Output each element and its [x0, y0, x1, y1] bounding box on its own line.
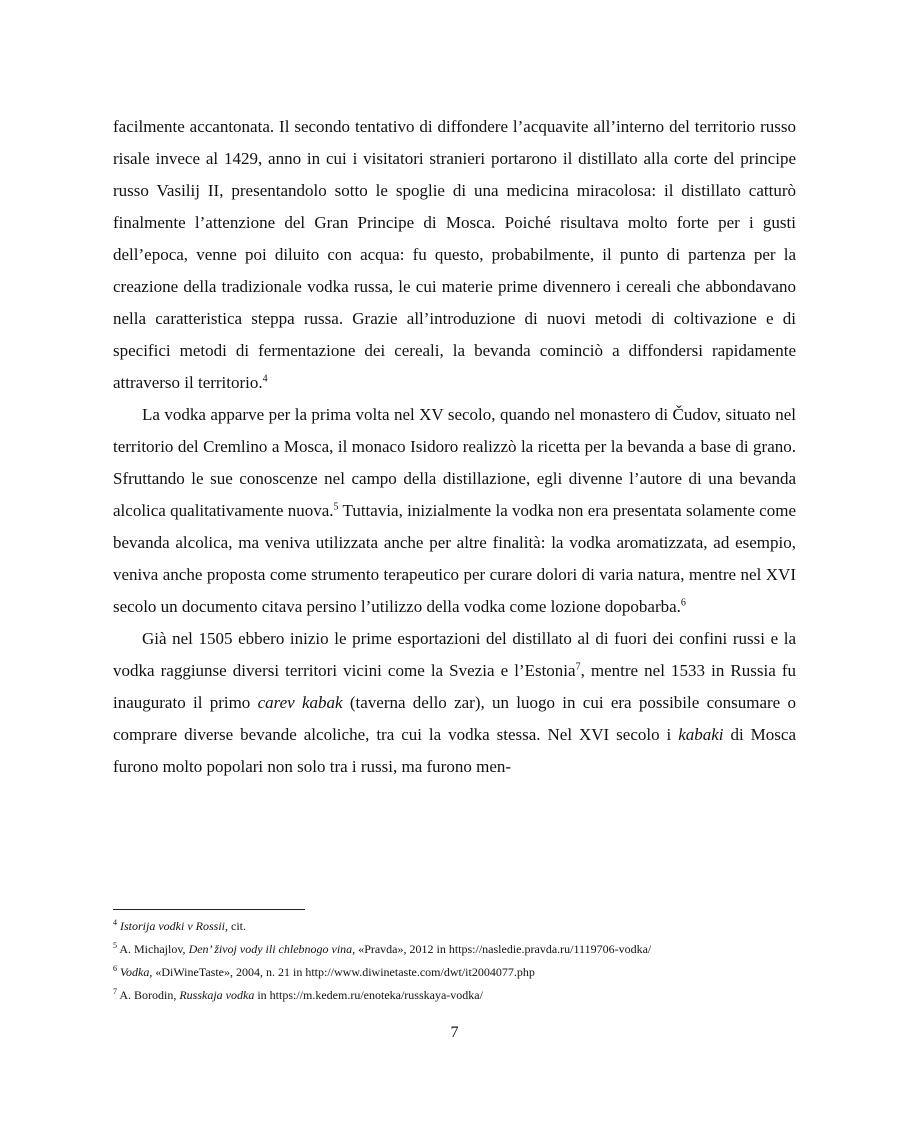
main-text — [113, 111, 796, 783]
footnote-number: 6 — [113, 964, 117, 973]
footnote-separator — [113, 909, 305, 910]
italic-text: Vodka — [120, 965, 150, 979]
italic-text: Russkaja vodka — [179, 988, 255, 1002]
footnote — [113, 938, 796, 961]
footnote-ref: 6 — [680, 597, 686, 609]
footnote — [113, 961, 796, 984]
paragraph — [113, 399, 796, 623]
paragraph — [113, 111, 796, 399]
text-run: A. Borodin, — [119, 988, 180, 1002]
text-run: facilmente accantonata. Il secondo tentativo di diffondere l’acquavite all’interno del territorio russo risale invece al 1429, anno in cui i visitatori stranieri portarono il distillato alla corte del principe russo Vasilij II, presentandolo sotto le spoglie di una medicina miracolosa: il distillato catturò finalmente l’attenzione del Gran Principe di Mosca. Poiché risultava molto forte per i gusti dell’epoca, venne poi diluito con acqua: fu questo, probabilmente, il punto di partenza per la creazione della tradizionale vodka russa, le cui materie prime divennero i cereali che abbondavano nella caratteristica steppa russa. Grazie all’introduzione di nuovi metodi di coltivazione e di specifici metodi di fermentazione dei cereali, la bevanda cominciò a diffondersi rapidamente attraverso il territorio. — [113, 117, 796, 392]
footnote — [113, 984, 796, 1007]
text-run: di Mosca furono molto popolari non solo tra i russi, ma furono men- — [113, 725, 796, 776]
footnote-number: 4 — [113, 918, 117, 927]
text-run: La vodka apparve per la prima volta nel XV secolo, quando nel monastero di Čudov, situato nel territorio del Cremlino a Mosca, il monaco Isidoro realizzò la ricetta per la bevanda a base di grano. Sfruttando le sue conoscenze nel campo della distillazione, egli divenne l’autore di una bevanda alcolica qualitativamente nuova. — [113, 405, 796, 520]
paragraph — [113, 623, 796, 783]
italic-text: kabaki — [678, 725, 724, 744]
footnotes — [113, 915, 796, 1007]
footnote-number: 7 — [113, 987, 117, 996]
text-run: Già nel 1505 ebbero inizio le prime esportazioni del distillato al di fuori dei confini russi e la vodka raggiunse diversi territori vicini come la Svezia e l’Estonia — [113, 629, 796, 680]
footnote-ref: 7 — [575, 661, 581, 673]
italic-text: Istorija vodki v Rossii — [120, 919, 225, 933]
text-run: in https://m.kedem.ru/enoteka/russkaya-vodka/ — [254, 988, 483, 1002]
text-run: A. Michajlov, — [119, 942, 189, 956]
text-run: (taverna dello zar), un luogo in cui era possibile consumare o comprare diverse bevande alcoliche, tra cui la vodka stessa. Nel XVI secolo i — [113, 693, 796, 744]
footnote-ref: 5 — [333, 501, 339, 513]
text-run: , cit. — [225, 919, 246, 933]
italic-text: carev kabak — [257, 693, 343, 712]
text-run: , mentre nel 1533 in Russia fu inaugurato il primo — [113, 661, 796, 712]
text-run: , «DiWineTaste», 2004, n. 21 in http://www.diwinetaste.com/dwt/it2004077.php — [149, 965, 535, 979]
footnote-number: 5 — [113, 941, 117, 950]
footnote-ref: 4 — [262, 373, 268, 385]
footnote — [113, 915, 796, 938]
text-run: Tuttavia, inizialmente la vodka non era presentata solamente come bevanda alcolica, ma veniva utilizzata anche per altre finalità: la vodka aromatizzata, ad esempio, veniva anche proposta come strumento terapeutico per curare dolori di varia natura, mentre nel XVI secolo un documento citava persino l’utilizzo della vodka come lozione dopobarba. — [113, 501, 796, 616]
italic-text: Den’ živoj vody ili chlebnogo vina — [188, 942, 353, 956]
page-number: 7 — [450, 1024, 459, 1041]
text-run: , «Pravda», 2012 in https://nasledie.pravda.ru/1119706-vodka/ — [352, 942, 652, 956]
